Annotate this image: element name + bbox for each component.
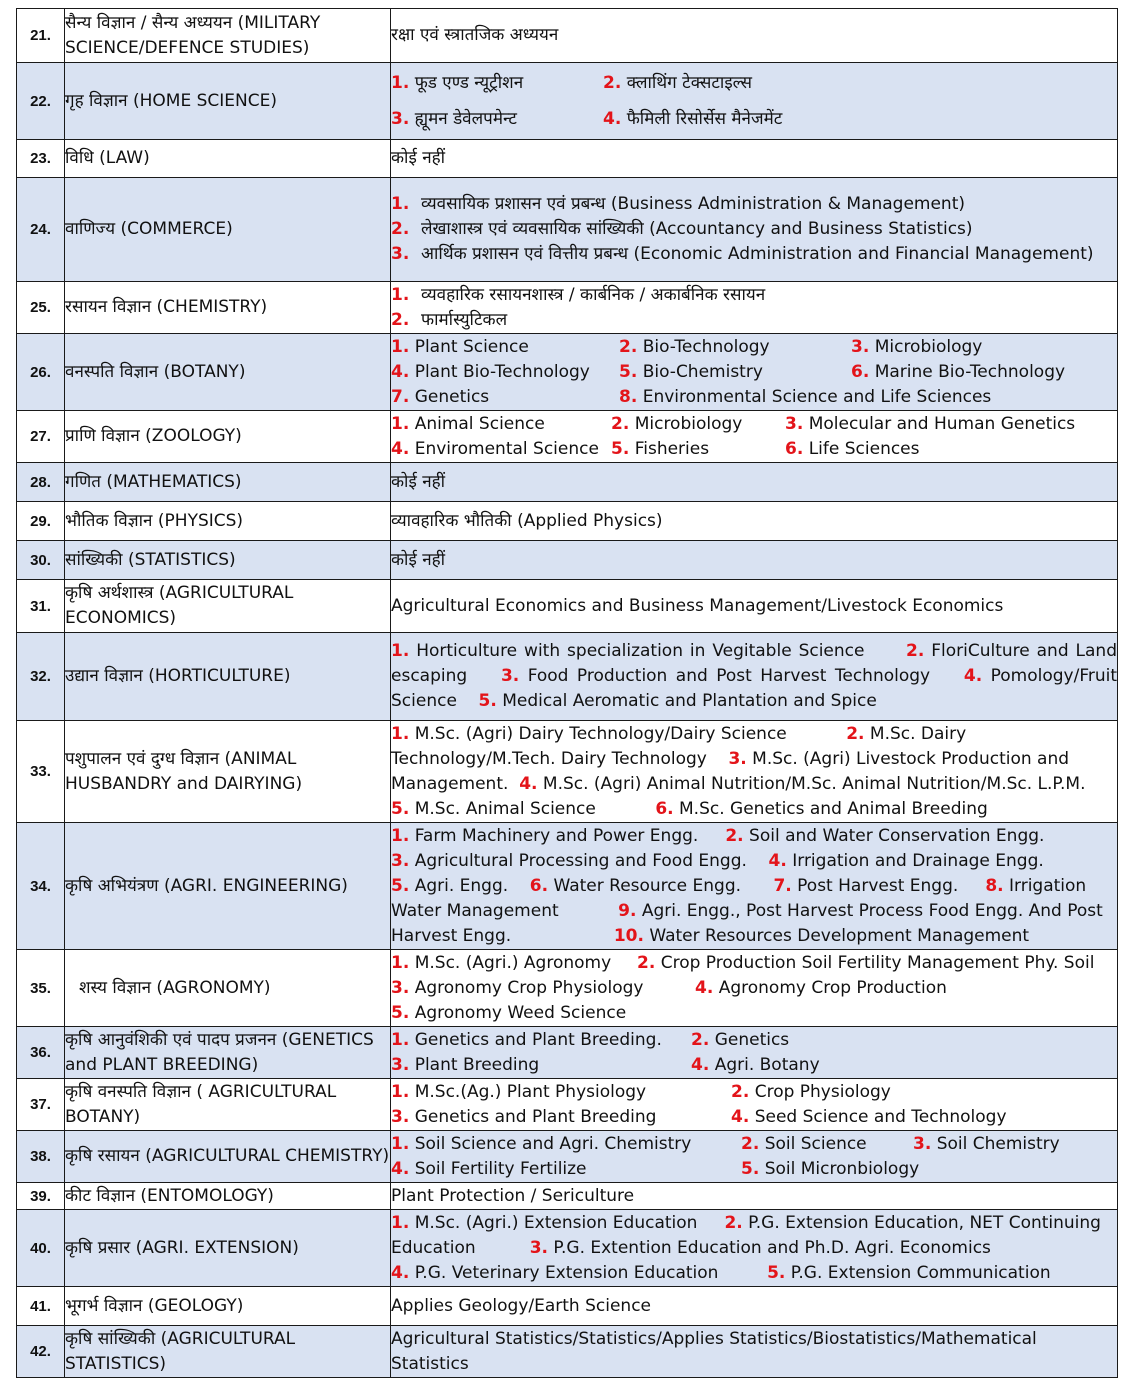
subject-name: विधि (LAW) [65, 140, 391, 178]
row-number: 24. [17, 178, 65, 282]
table-row [17, 633, 1118, 721]
row-number: 41. [17, 1287, 65, 1326]
list-item: 2. Crop Physiology [731, 1081, 891, 1102]
table-row [17, 580, 1118, 633]
specialization-list [391, 282, 1118, 334]
list-item: 3. Genetics and Plant Breeding [391, 1106, 657, 1127]
list-item: 5. Soil Micronbiology [741, 1158, 920, 1179]
list-item: 2. Microbiology [611, 413, 743, 434]
list-item: 4. Seed Science and Technology [731, 1106, 1007, 1127]
list-item: 5. Bio-Chemistry [619, 361, 763, 382]
list-item: 7. Post Harvest Engg. [773, 875, 959, 896]
specialization-list [391, 1079, 1118, 1131]
list-item: 4. Plant Bio-Technology [391, 361, 590, 382]
row-number: 35. [17, 950, 65, 1027]
list-item: 1. M.Sc. (Agri.) Extension Education [391, 1212, 698, 1233]
subject-name: कृषि अभियंत्रण (AGRI. ENGINEERING) [65, 823, 391, 950]
list-item: 3. आर्थिक प्रशासन एवं वित्तीय प्रबन्ध (Economic Administration and Financial Management) [391, 244, 1094, 264]
list-item: 2. FloriCulture and Land escaping [391, 641, 1117, 686]
table-row [17, 1027, 1118, 1079]
table-row [17, 721, 1118, 823]
list-item: 2. Genetics [691, 1029, 790, 1050]
list-item: 8. Environmental Science and Life Sciences [619, 386, 992, 407]
list-item: 1. M.Sc.(Ag.) Plant Physiology [391, 1081, 647, 1102]
list-item: 4. Soil Fertility Fertilize [391, 1158, 587, 1179]
table-row [17, 63, 1118, 140]
specialization-list [391, 950, 1118, 1027]
list-item: 3. Microbiology [851, 336, 983, 357]
list-item: 1. Horticulture with specialization in Vegitable Science [391, 641, 865, 661]
row-number: 38. [17, 1131, 65, 1183]
specialization-list [391, 1131, 1118, 1183]
row-number: 42. [17, 1326, 65, 1378]
row-number: 36. [17, 1027, 65, 1079]
list-item: 4. Enviromental Science [391, 438, 599, 459]
list-item: 3. P.G. Extention Education and Ph.D. Agri. Economics [529, 1237, 991, 1258]
list-item: 1. व्यवहारिक रसायनशास्त्र / कार्बनिक / अकार्बनिक रसायन [391, 284, 766, 305]
subject-name: पशुपालन एवं दुग्ध विज्ञान (ANIMAL HUSBANDRY and DAIRYING) [65, 721, 391, 823]
list-item: 2. फार्मास्युटिकल [391, 309, 508, 330]
list-item: 4. P.G. Veterinary Extension Education [391, 1262, 719, 1283]
list-item: 1. M.Sc. (Agri) Dairy Technology/Dairy Science [391, 723, 787, 744]
list-item: 2. M.Sc. Dairy Technology/M.Tech. Dairy Technology [391, 723, 967, 769]
list-item: 10. Water Resources Development Management [613, 925, 1030, 946]
subject-name: गृह विज्ञान (HOME SCIENCE) [65, 63, 391, 140]
specialization-list [391, 63, 1118, 140]
list-item: 2. Soil and Water Conservation Engg. [725, 825, 1045, 846]
row-number: 33. [17, 721, 65, 823]
table-row [17, 1183, 1118, 1210]
subject-name: वाणिज्य (COMMERCE) [65, 178, 391, 282]
subject-name: कृषि अर्थशास्त्र (AGRICULTURAL ECONOMICS) [65, 580, 391, 633]
row-number: 25. [17, 282, 65, 334]
table-row [17, 334, 1118, 411]
list-item: 6. Marine Bio-Technology [851, 361, 1066, 382]
subject-name: प्राणि विज्ञान (ZOOLOGY) [65, 411, 391, 463]
specialization-list [391, 178, 1118, 282]
row-number: 28. [17, 463, 65, 502]
subject-name: कृषि वनस्पति विज्ञान ( AGRICULTURAL BOTANY) [65, 1079, 391, 1131]
row-number: 27. [17, 411, 65, 463]
list-item: 2. Soil Science [741, 1133, 867, 1154]
list-item: 2. Crop Production Soil Fertility Management Phy. Soil [637, 952, 1095, 973]
subject-name: रसायन विज्ञान (CHEMISTRY) [65, 282, 391, 334]
list-item: 5. M.Sc. Animal Science [391, 798, 596, 819]
list-item: 8. Irrigation Water Management [391, 875, 1087, 921]
subject-name: कृषि प्रसार (AGRI. EXTENSION) [65, 1210, 391, 1287]
row-number: 37. [17, 1079, 65, 1131]
list-item: 1. Soil Science and Agri. Chemistry [391, 1133, 692, 1154]
row-number: 34. [17, 823, 65, 950]
list-item: 3. Soil Chemistry [913, 1133, 1060, 1154]
subject-name: सांख्यिकी (STATISTICS) [65, 541, 391, 580]
specialization: Agricultural Statistics/Statistics/Applies Statistics/Biostatistics/Mathematical Statistics [391, 1326, 1118, 1378]
list-item: 2. P.G. Extension Education, NET Continuing Education [391, 1212, 1101, 1258]
list-item: 4. Pomology/Fruit Science [391, 666, 1118, 711]
table-row [17, 463, 1118, 502]
table-row [17, 1079, 1118, 1131]
subject-name: उद्यान विज्ञान (HORTICULTURE) [65, 633, 391, 721]
subject-specialization-table [16, 8, 1118, 1378]
list-item: 1. फूड एण्ड न्यूट्रीशन [391, 73, 524, 93]
list-item: 4. Agronomy Crop Production [695, 977, 947, 998]
specialization-list [391, 721, 1118, 823]
row-number: 22. [17, 63, 65, 140]
specialization: कोई नहीं [391, 463, 1118, 502]
row-number: 31. [17, 580, 65, 633]
list-item: 2. क्लाथिंग टेक्सटाइल्स [603, 73, 753, 93]
list-item: 1. Animal Science [391, 413, 545, 434]
list-item: 5. Medical Aeromatic and Plantation and Spice [478, 691, 877, 711]
specialization: कोई नहीं [391, 140, 1118, 178]
list-item: 1. Farm Machinery and Power Engg. [391, 825, 699, 846]
list-item: 6. Water Resource Engg. [529, 875, 742, 896]
row-number: 21. [17, 9, 65, 63]
row-number: 32. [17, 633, 65, 721]
list-item: 5. Agronomy Weed Science [391, 1002, 627, 1023]
list-item: 5. Fisheries [611, 438, 710, 459]
row-number: 40. [17, 1210, 65, 1287]
subject-name: कृषि आनुवंशिकी एवं पादप प्रजनन (GENETICS and PLANT BREEDING) [65, 1027, 391, 1079]
specialization-list [391, 334, 1118, 411]
subject-name: भौतिक विज्ञान (PHYSICS) [65, 502, 391, 541]
row-number: 29. [17, 502, 65, 541]
row-number: 39. [17, 1183, 65, 1210]
list-item: 2. Bio-Technology [619, 336, 770, 357]
list-item: 3. ह्यूमन डेवेलपमेन्ट [391, 109, 517, 129]
specialization: व्यावहारिक भौतिकी (Applied Physics) [391, 502, 1118, 541]
table-row [17, 950, 1118, 1027]
specialization-list [391, 1210, 1118, 1287]
list-item: 3. Molecular and Human Genetics [785, 413, 1076, 434]
list-item: 1. Plant Science [391, 336, 529, 357]
subject-name: शस्य विज्ञान (AGRONOMY) [65, 950, 391, 1027]
table-row [17, 140, 1118, 178]
list-item: 3. M.Sc. (Agri) Livestock Production and Management. [391, 748, 1070, 794]
table-row [17, 502, 1118, 541]
subject-name: गणित (MATHEMATICS) [65, 463, 391, 502]
list-item: 1. M.Sc. (Agri.) Agronomy [391, 952, 612, 973]
list-item: 4. Agri. Botany [691, 1054, 820, 1075]
table-row [17, 823, 1118, 950]
list-item: 5. Agri. Engg. [391, 875, 509, 896]
subject-name: कीट विज्ञान (ENTOMOLOGY) [65, 1183, 391, 1210]
list-item: 3. Agronomy Crop Physiology [391, 977, 644, 998]
list-item: 3. Plant Breeding [391, 1054, 540, 1075]
list-item: 4. Irrigation and Drainage Engg. [768, 850, 1044, 871]
table-row [17, 178, 1118, 282]
specialization: कोई नहीं [391, 541, 1118, 580]
list-item: 4. M.Sc. (Agri) Animal Nutrition/M.Sc. Animal Nutrition/M.Sc. L.P.M. [519, 773, 1086, 794]
specialization: Applies Geology/Earth Science [391, 1287, 1118, 1326]
table-row [17, 282, 1118, 334]
specialization: Plant Protection / Sericulture [391, 1183, 1118, 1210]
specialization-list [391, 823, 1118, 950]
subject-name: सैन्य विज्ञान / सैन्य अध्ययन (MILITARY SCIENCE/DEFENCE STUDIES) [65, 9, 391, 63]
table-row [17, 1131, 1118, 1183]
table-row [17, 1287, 1118, 1326]
specialization: रक्षा एवं स्त्रातजिक अध्ययन [391, 9, 1118, 63]
list-item: 6. Life Sciences [785, 438, 920, 459]
row-number: 30. [17, 541, 65, 580]
table-row [17, 9, 1118, 63]
list-item: 1. व्यवसायिक प्रशासन एवं प्रबन्ध (Business Administration & Management) [391, 194, 965, 214]
table-row [17, 1210, 1118, 1287]
specialization: Agricultural Economics and Business Management/Livestock Economics [391, 580, 1118, 633]
subject-name: भूगर्भ विज्ञान (GEOLOGY) [65, 1287, 391, 1326]
specialization-list [391, 411, 1118, 463]
subject-name: वनस्पति विज्ञान (BOTANY) [65, 334, 391, 411]
row-number: 23. [17, 140, 65, 178]
list-item: 7. Genetics [391, 386, 490, 407]
list-item: 1. Genetics and Plant Breeding. [391, 1029, 662, 1050]
list-item: 3. Food Production and Post Harvest Technology [500, 666, 931, 686]
row-number: 26. [17, 334, 65, 411]
subject-name: कृषि सांख्यिकी (AGRICULTURAL STATISTICS) [65, 1326, 391, 1378]
list-item: 4. फैमिली रिसोर्सेस मैनेजमेंट [603, 109, 783, 129]
list-item: 6. M.Sc. Genetics and Animal Breeding [655, 798, 988, 819]
table-row [17, 1326, 1118, 1378]
list-item: 2. लेखाशास्त्र एवं व्यवसायिक सांख्यिकी (Accountancy and Business Statistics) [391, 219, 973, 239]
specialization-list [391, 633, 1118, 721]
list-item: 5. P.G. Extension Communication [767, 1262, 1051, 1283]
subject-name: कृषि रसायन (AGRICULTURAL CHEMISTRY) [65, 1131, 391, 1183]
table-row [17, 411, 1118, 463]
list-item: 3. Agricultural Processing and Food Engg. [391, 850, 747, 871]
list-item: 9. Agri. Engg., Post Harvest Process Food Engg. And Post Harvest Engg. [391, 900, 1103, 946]
specialization-list [391, 1027, 1118, 1079]
table-row [17, 541, 1118, 580]
